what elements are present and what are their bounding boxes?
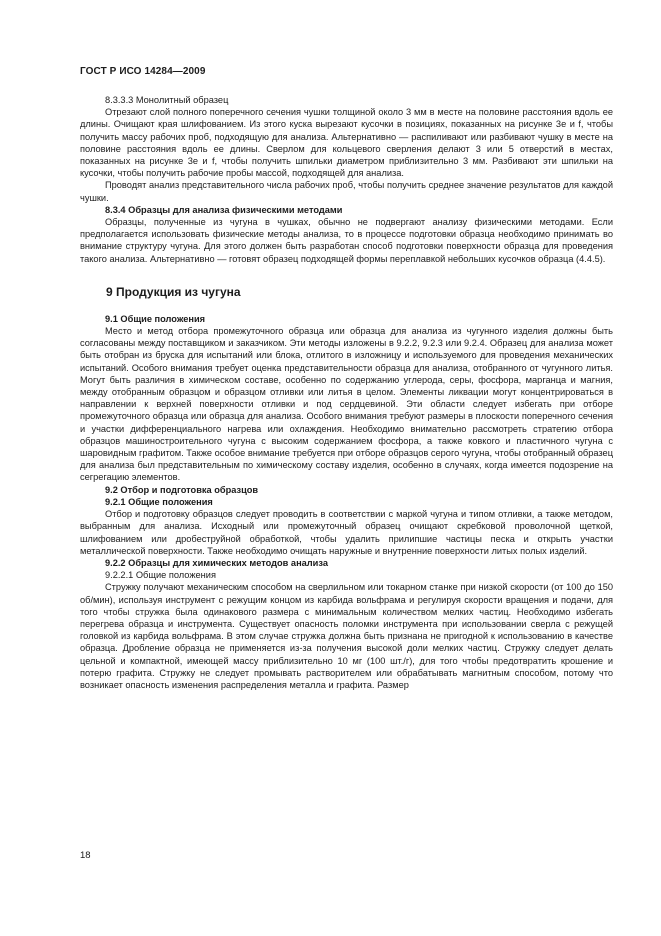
page-number: 18 — [80, 850, 91, 861]
paragraph: Стружку получают механическим способом на сверлильном или токарном станке при низкой скорости (от 100 до 150 об/мин), используя инструмент с режущим концом из карбида вольфрама и регулируя скорости вращения и подачи, для того чтобы стружка была одинакового размера с минимальным количеством мелких частиц. Необходимо избегать перегрева образца и инструмента. Существует опасность поломки инструмента при использовании сверла с режущей головкой из карбида вольфрама. В этом случае стружка должна быть признана не пригодной к использованию в качестве образца. Дробление образца не применяется из-за получения высокой доли мелких частиц. Стружку следует делать цельной и компактной, имеющей массу приблизительно 10 мг (100 шт./г), для того чтобы предотвратить крошение и потерю графита. Стружку не следует промывать растворителем или обрабатывать магнитным способом, потому что возникает опасность изменения распределения металла и графита. Размер — [80, 582, 613, 690]
paragraph: Отбор и подготовку образцов следует проводить в соответствии с маркой чугуна и типом отливки, а также методом, выбранным для анализа. Исходный или промежуточный образец очищают скребковой проволочной щеткой, шлифованием или дробеструйной обработкой, чтобы удалить прилипшие частицы песка и открыть участки металлической поверхности. Также необходимо очищать наружные и внутренние поверхности литых полых изделий. — [80, 509, 613, 556]
document-body — [80, 94, 613, 691]
paragraph: Проводят анализ представительного числа рабочих проб, чтобы получить среднее значение результатов для каждой чушки. — [80, 180, 613, 203]
section-heading-9-2-1: 9.2.1 Общие положения — [105, 496, 213, 507]
section-heading-8-3-3-3: 8.3.3.3 Монолитный образец — [105, 95, 229, 105]
section-heading-8-3-4: 8.3.4 Образцы для анализа физическими методами — [105, 204, 343, 215]
document-header: ГОСТ Р ИСО 14284—2009 — [80, 66, 206, 77]
paragraph: Место и метод отбора промежуточного образца или образца для анализа из чугунного изделия должны быть согласованы между поставщиком и заказчиком. Эти методы изложены в 9.2.2, 9.2.3 или 9.2.4. Образец для анализа может быть отобран из бруска для испытаний или блока, отлитого в изложницу и используемого для проведения механических испытаний. Особого внимания требует оценка представительности образца для анализа, отобранного от чугунного литья. Могут быть различия в химическом составе, особенно по содержанию углерода, серы, фосфора, марганца и магния, между отобранным образцом и образцом отливки или литья в целом. Элементы ликвации могут концентрироваться в направлении к верхней поверхности отливки и под сердцевиной. Эти области следует избегать при отборе промежуточного образца или образца для анализа. Особого внимания требуют размеры в плоскости поперечного сечения и участки дифференциального нагрева или охлаждения. Необходимо внимательно рассмотреть стратегию отбора образцов машиностроительного чугуна с высоким содержанием фосфора, а также ковкого и пластичного чугуна с шаровидным графитом. Также особое внимание требуется при отборе образцов серого чугуна, чтобы отобранный образец для анализа был представительным по химическому составу изделия, особенно в случаях, когда имеется подозрение на сегрегацию элементов. — [80, 326, 613, 483]
section-heading-9-2-2-1: 9.2.2.1 Общие положения — [105, 570, 216, 581]
paragraph: Образцы, полученные из чугуна в чушках, обычно не подвергают анализу физическими методами. Если предполагается использовать физические методы анализа, то в процессе подготовки образца необходимо принимать во внимание структуру чугуна. Для этого должен быть разработан способ подготовки поверхности образца для проведения такого анализа. Альтернативно — готовят образец подходящей формы переплавкой небольших кусочков образца (4.4.5). — [80, 217, 613, 264]
paragraph: Отрезают слой полного поперечного сечения чушки толщиной около 3 мм в месте на половине расстояния вдоль ее длины. Очищают края шлифованием. Из этого куска вырезают кусочки в позициях, показанных на рисунке 3е и f, чтобы получить массу рабочих проб, подходящую для анализа. Альтернативно — распиливают или разбивают чушку в месте на половине расстояния вдоль ее длины. Сверлом для кольцевого сверления делают 3 или 5 отверстий в местах, показанных на рисунке 3е и f, чтобы получить шпильки диаметром приблизительно 3 мм. Разбивают эти шпильки на кусочки, чтобы получить рабочие пробы массой, подходящей для анализа. — [80, 107, 613, 179]
section-heading-9-2: 9.2 Отбор и подготовка образцов — [105, 484, 259, 495]
section-heading-9-2-2: 9.2.2 Образцы для химических методов анализа — [105, 557, 328, 568]
section-heading-9-1: 9.1 Общие положения — [105, 313, 206, 324]
section-heading-9: 9 Продукция из чугуна — [106, 284, 241, 299]
